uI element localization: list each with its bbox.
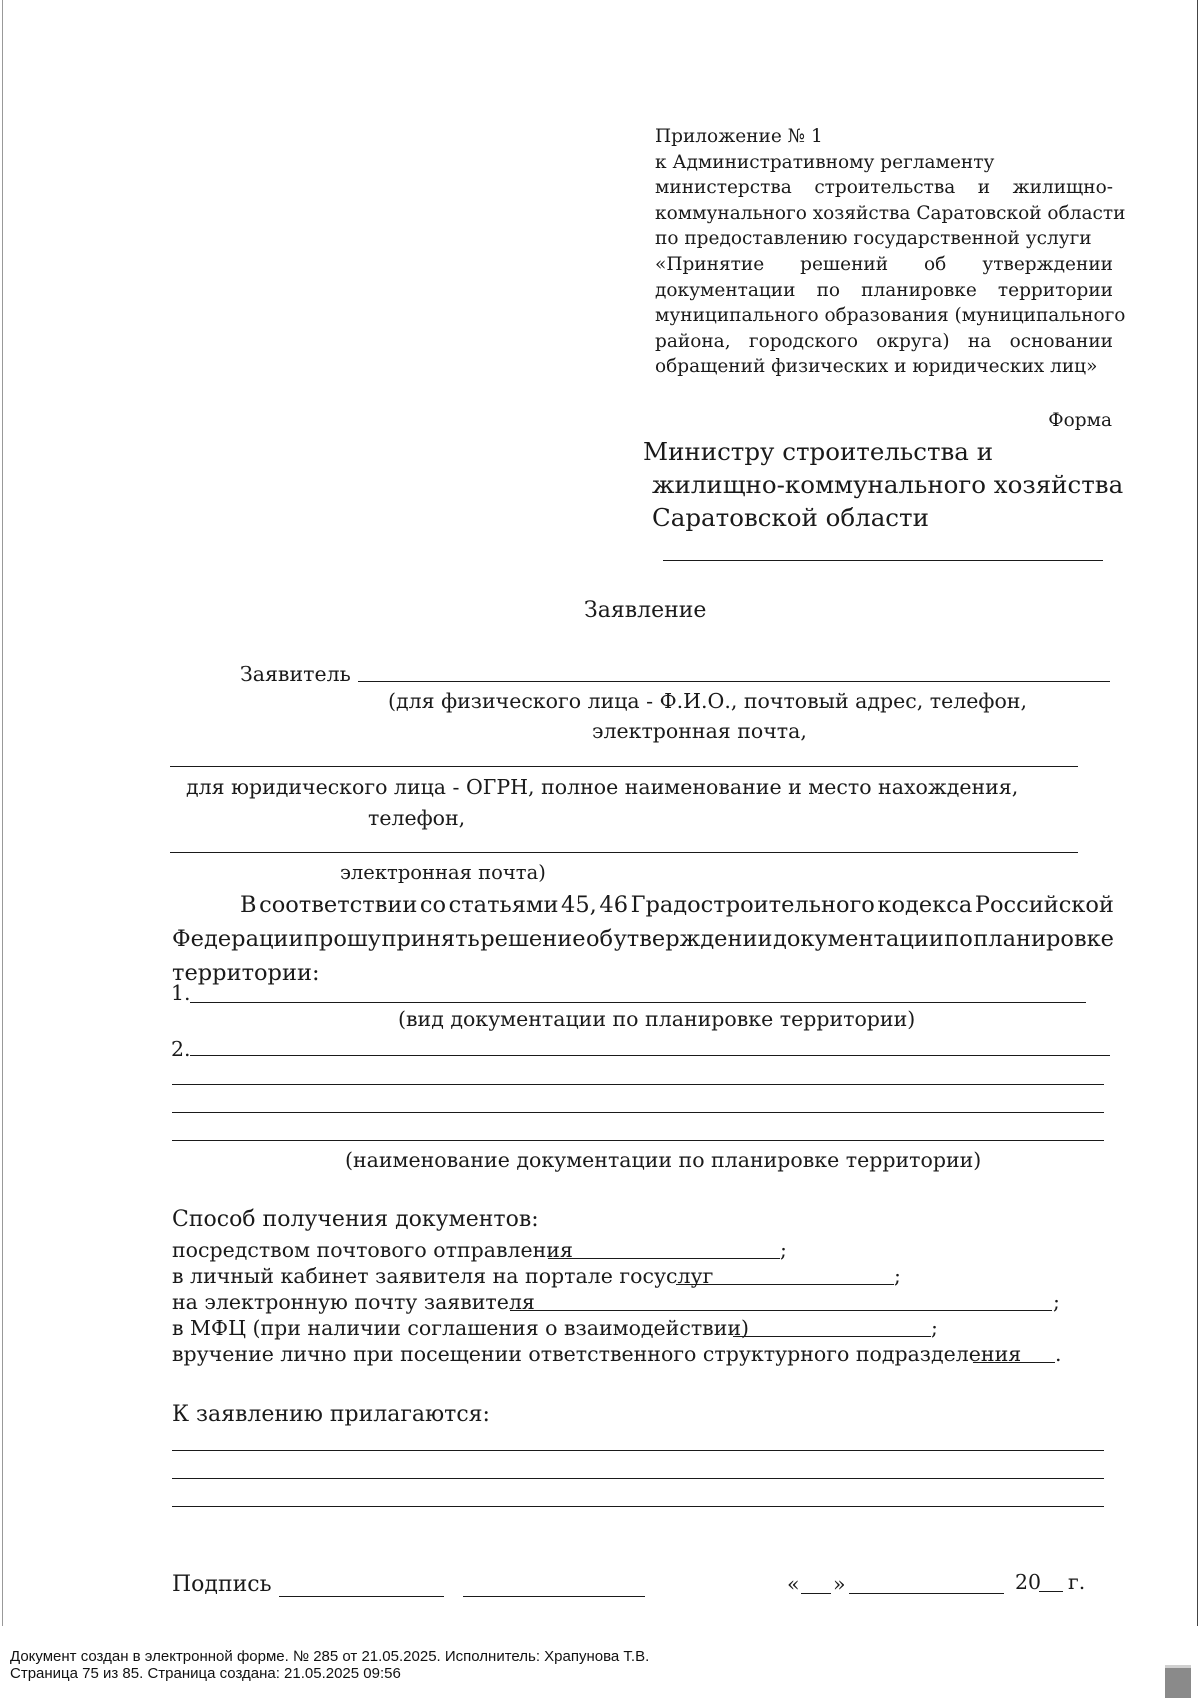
appendix-word: территории	[997, 279, 1113, 301]
date-year-field[interactable]	[1039, 1591, 1063, 1592]
appendix-word: и	[977, 177, 991, 199]
appendix-word: округа)	[876, 330, 950, 352]
request-word: принять	[381, 926, 480, 952]
date-close-quote: »	[833, 1572, 846, 1596]
appendix-line	[655, 252, 1113, 278]
request-word: решение	[480, 926, 586, 952]
applicant-hint: для юридического лица - ОГРН, полное наименование и место нахождения,	[186, 775, 1019, 799]
date-year-suffix: г.	[1068, 1570, 1086, 1594]
appendix-word: министерства	[655, 177, 792, 199]
delivery-semicolon: ;	[931, 1316, 938, 1340]
appendix-word: района,	[655, 330, 731, 352]
addressee-block	[643, 435, 1123, 534]
item2-field-line[interactable]	[172, 1112, 1104, 1113]
request-line: территории:	[172, 960, 320, 986]
appendix-word: городского	[748, 330, 858, 352]
request-word: 46	[599, 892, 629, 918]
request-word: соответствии	[259, 892, 418, 918]
applicant-field-line[interactable]	[170, 852, 1078, 853]
request-word: по	[944, 926, 973, 952]
applicant-field-line[interactable]	[358, 681, 1110, 682]
item-number: 2.	[171, 1037, 191, 1061]
document-stamp-icon	[1165, 1665, 1191, 1698]
request-word: В	[240, 892, 257, 918]
applicant-label: Заявитель	[240, 662, 351, 686]
item-hint: (вид документации по планировке территории)	[398, 1007, 916, 1031]
appendix-word: жилищно-	[1012, 177, 1113, 199]
delivery-option-post: посредством почтового отправления	[172, 1238, 573, 1262]
appendix-block	[655, 124, 1126, 380]
addressee-line: Саратовской области	[652, 503, 929, 532]
attachment-field-line[interactable]	[172, 1450, 1104, 1451]
applicant-field-line[interactable]	[170, 766, 1078, 767]
appendix-line	[655, 329, 1113, 355]
delivery-heading: Способ получения документов:	[172, 1207, 539, 1232]
attachment-field-line[interactable]	[172, 1478, 1104, 1479]
appendix-word: строительства	[814, 177, 956, 199]
delivery-option-email: на электронную почту заявителя	[172, 1290, 535, 1314]
footer-line: Страница 75 из 85. Страница создана: 21.05.2025 09:56	[10, 1665, 401, 1682]
appendix-line: Приложение № 1	[655, 126, 823, 147]
request-word: прошу	[303, 926, 382, 952]
delivery-mfc-field[interactable]	[733, 1336, 931, 1337]
request-word: утверждении	[613, 926, 773, 952]
attachment-field-line[interactable]	[172, 1506, 1104, 1507]
request-word: статьями	[448, 892, 559, 918]
appendix-line: по предоставлению государственной услуги	[655, 228, 1092, 250]
footer-line: Документ создан в электронной форме. № 285 от 21.05.2025. Исполнитель: Храпунова Т.В.	[10, 1648, 650, 1665]
request-word: 45,	[561, 892, 597, 918]
delivery-option-in-person: вручение лично при посещении ответственного структурного подразделения	[172, 1342, 1022, 1366]
item-number: 1.	[171, 981, 191, 1005]
attachments-heading: К заявлению прилагаются:	[172, 1402, 490, 1427]
appendix-line: муниципального образования (муниципального	[655, 305, 1126, 327]
delivery-semicolon: ;	[1053, 1290, 1060, 1314]
request-word: документации	[772, 926, 944, 952]
applicant-hint: электронная почта,	[592, 719, 807, 743]
item2-field-line[interactable]	[190, 1055, 1110, 1056]
request-word: Градостроительного	[630, 892, 875, 918]
appendix-word: решений	[800, 253, 889, 275]
date-year-prefix: 20	[1015, 1570, 1042, 1594]
item-hint: (наименование документации по планировке территории)	[345, 1148, 982, 1172]
request-word: со	[419, 892, 447, 918]
applicant-hint: (для физического лица - Ф.И.О., почтовый адрес, телефон,	[388, 689, 1027, 713]
appendix-word: об	[924, 253, 947, 275]
date-open-quote: «	[787, 1572, 800, 1596]
item1-field-line[interactable]	[190, 1002, 1086, 1003]
addressee-line: жилищно-коммунального хозяйства	[652, 470, 1124, 499]
request-line	[172, 888, 1114, 922]
appendix-word: основании	[1009, 330, 1113, 352]
applicant-hint: телефон,	[368, 806, 466, 830]
document-footer	[10, 1648, 649, 1682]
request-paragraph	[172, 888, 1114, 990]
appendix-word: планировке	[861, 279, 977, 301]
applicant-hint: электронная почта)	[340, 861, 546, 884]
delivery-post-field[interactable]	[548, 1258, 780, 1259]
delivery-email-field[interactable]	[510, 1310, 1052, 1311]
request-word: кодекса	[877, 892, 973, 918]
form-label: Форма	[1048, 410, 1112, 431]
request-word: планировке	[973, 926, 1114, 952]
delivery-in-person-field[interactable]	[973, 1362, 1055, 1363]
appendix-word: «Принятие	[655, 253, 765, 275]
addressee-blank-line[interactable]	[663, 560, 1103, 561]
addressee-line: Министру строительства и	[643, 437, 994, 466]
appendix-line	[655, 175, 1113, 201]
appendix-word: по	[816, 279, 841, 301]
appendix-line	[655, 278, 1113, 304]
date-month-field[interactable]	[849, 1593, 1004, 1594]
signature-label: Подпись	[172, 1572, 272, 1597]
item2-field-line[interactable]	[172, 1084, 1104, 1085]
delivery-semicolon: ;	[894, 1264, 901, 1288]
appendix-word: документации	[655, 279, 796, 301]
item2-field-line[interactable]	[172, 1140, 1104, 1141]
delivery-period: .	[1055, 1342, 1062, 1366]
delivery-portal-field[interactable]	[676, 1284, 894, 1285]
request-word: Российской	[974, 892, 1114, 918]
delivery-semicolon: ;	[780, 1238, 787, 1262]
appendix-word: на	[967, 330, 992, 352]
date-day-field[interactable]	[801, 1593, 831, 1594]
request-word: Федерации	[172, 926, 304, 952]
appendix-line: коммунального хозяйства Саратовской области	[655, 202, 1126, 224]
request-line	[172, 922, 1114, 956]
request-word: об	[586, 926, 614, 952]
appendix-word: утверждении	[982, 253, 1113, 275]
document-title: Заявление	[584, 598, 707, 623]
delivery-option-portal: в личный кабинет заявителя на портале госуслуг	[172, 1264, 714, 1288]
delivery-option-mfc: в МФЦ (при наличии соглашения о взаимодействии)	[172, 1316, 750, 1340]
appendix-line: к Административному регламенту	[655, 151, 995, 173]
signature-name-field[interactable]	[463, 1596, 645, 1597]
signature-field[interactable]	[279, 1596, 444, 1597]
appendix-line: обращений физических и юридических лиц»	[655, 356, 1098, 378]
